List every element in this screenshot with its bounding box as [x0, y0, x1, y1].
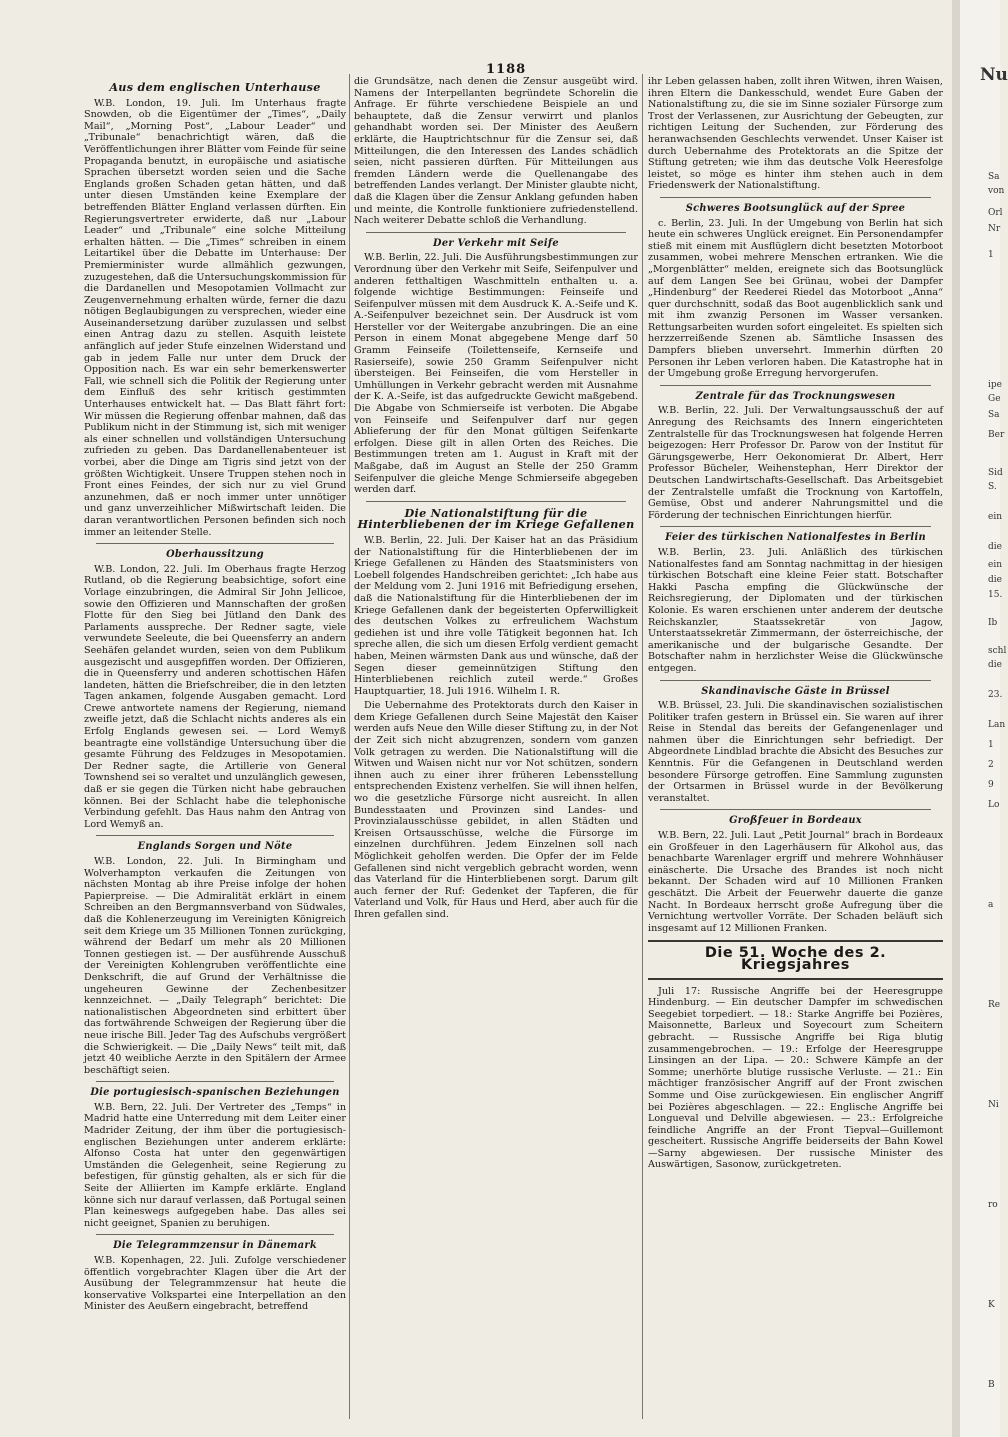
divider — [96, 835, 334, 836]
divider — [96, 1081, 334, 1082]
divider — [660, 197, 931, 198]
article-heading-seife: Der Verkehr mit Seife — [433, 237, 559, 249]
adjacent-page-fragment: Sid — [988, 468, 1003, 478]
article-body-portugal-spanien: W.B. Bern, 22. Juli. Der Vertreter des „Temps“ in Madrid hatte eine Unterredung mit dem Leiter einer Madrider Zeitung, der ihm über die portugiesisch-englischen Beziehungen unter anderem erklärte: Alfonso Costa hat unter den gegenwärtigen Umständen die Gelegenheit, seine Regierung zu befestigen, für günstig gehalten, als er sich für die Seite der Alliierten im Kampfe erklärte. England könne sich nur darauf verlassen, daß Portugal seinen Plan keineswegs aufgegeben habe. Das alles sei nicht geeignet, Spanien zu beruhigen. — [84, 1101, 346, 1229]
adjacent-page-fragment: 1 — [988, 250, 994, 260]
divider — [96, 1234, 334, 1235]
adjacent-page-fragment: ipe — [988, 380, 1002, 390]
article-body-nationalstiftung-cont: ihr Leben gelassen haben, zollt ihren Witwen, ihren Waisen, ihren Eltern die Dankesschuld, wendet Eure Gaben der Nationalstiftung zu, die sie im Sinne sozialer Fürsorge zum Trost der Verlassenen, zur Ausrichtung der Gebeugten, zur richtigen Leitung der Suchenden, zur Förderung des heranwachsenden Geschlechts verwendet. Unser Kaiser ist durch Uebernahme des Protektorats an die Spitze der Stiftung getreten; wie ihm das deutsche Volk Heeresfolge leistet, so möge es hinter ihm stehen auch in dem Friedenswerk der Nationalstiftung. — [648, 76, 943, 192]
adjacent-page-fragment: 9 — [988, 780, 994, 790]
article-body-zensur-cont: die Grundsätze, nach denen die Zensur ausgeübt wird. Namens der Interpellanten begründete Schorelin die Anfrage. Er führte verschiedene Beispiele an und behauptete, daß die Zensur verwirrt und planlos gehandhabt worden sei. Der Minister des Aeußern erklärte, die Hauptrichtschnur für die Zensur sei, daß Mitteilungen, die den Interessen des Landes schädlich seien, nicht passieren dürften. Für Mitteilungen aus fremden Ländern werde die Quellenangabe des betreffenden Landes verlangt. Der Minister glaubte nicht, daß die Klagen über die Zensur Anklang gefunden haben und meinte, die Kontrolle funktioniere zufriedenstellend. Nach weiterer Debatte schloß die Verhandlung. — [354, 76, 638, 227]
heavy-divider — [648, 940, 943, 942]
divider — [660, 680, 931, 681]
article-heading-nationalstiftung: Die Nationalstiftung für die Hinterbliebenen der im Kriege Gefallenen — [357, 505, 635, 532]
article-heading-trocknungswesen: Zentrale für das Trocknungswesen — [695, 390, 896, 402]
article-heading-bootsunglueck: Schweres Bootsunglück auf der Spree — [685, 202, 906, 214]
adjacent-page-fragment: Ib — [988, 618, 998, 628]
column-1 — [84, 76, 346, 1421]
adjacent-page-title: Nu — [980, 65, 1008, 85]
adjacent-page-fragment: Lo — [988, 800, 1000, 810]
adjacent-page-fragment: Ni — [988, 1100, 999, 1110]
binding-gutter — [952, 0, 960, 1437]
adjacent-page-fragment: schl — [988, 646, 1007, 656]
article-body-kriegswoche: Juli 17: Russische Angriffe bei der Heeresgruppe Hindenburg. — Ein deutscher Dampfer im schwedischen Seegebiet torpediert. — 18.: Starke Angriffe bei Pozières, Maisonnette, Barleux und Soyecourt zum Scheitern gebracht. — Russische Angriffe bei Riga blutig zusammengebrochen. — 19.: Erfolge der Heeresgruppe Linsingen an der Lipa. — 20.: Schwere Kämpfe an der Somme; unerhörte blutige russische Verluste. — 21.: Ein mächtiger französischer Angriff auf der Front zwischen Somme und Oise zurückgewiesen. Ein englischer Angriff bei Pozières abgeschlagen. — 22.: Englische Angriffe bei Longueval und Delville abgewiesen. — 23.: Erfolgreiche feindliche Angriffe an der Front Tiepval—Guillemont gescheitert. Russische Angriffe beiderseits der Bahn Kowel—Sarny abgewiesen. Der russische Minister des Auswärtigen, Sasonow, zurückgetreten. — [648, 985, 943, 1171]
divider — [660, 385, 931, 386]
adjacent-page-fragment: Nr — [988, 224, 1001, 234]
adjacent-page-fragment: die — [988, 660, 1002, 670]
adjacent-page-fragment: Sa — [988, 410, 1000, 420]
article-body-nationalstiftung-2: Die Uebernahme des Protektorats durch den Kaiser in dem Kriege Gefallenen durch Seine Majestät den Kaiser werden aufs Neue den Wille dieser Stiftung zu, in der Not der Zeit sich nicht abzugrenzen, sondern vom ganzen Volk getragen zu werden. Die Nationalstiftung will die Witwen und Waisen nicht nur vor Not schützen, sondern ihnen auch zu einer ihrer früheren Lebensstellung entsprechenden Existenz verhelfen. Sie will ihnen helfen, wo die gesetzliche Fürsorge nicht ausreicht. In allen Bundesstaaten und Provinzen sind Landes- und Provinzialausschüsse gebildet, in allen Städten und Kreisen Ortsausschüsse, welche die Fürsorge im einzelnen durchführen. Jedem Einzelnen soll nach Möglichkeit geholfen werden. Die Opfer der im Felde Gefallenen sind nicht vergeblich gebracht worden, wenn das Vaterland für die Hinterbliebenen sorgt. Darum gilt auch ferner der Ruf: Gedenket der Tapferen, die für Vaterland und Volk, für Haus und Herd, aber auch für die Ihren gefallen sind. — [354, 700, 638, 920]
page-number: 1188 — [486, 62, 527, 77]
heavy-divider — [648, 978, 943, 980]
adjacent-page-fragment: B — [988, 1380, 995, 1390]
adjacent-page-fragment: 2 — [988, 760, 994, 770]
column-3 — [648, 76, 943, 1421]
adjacent-page-edge — [960, 0, 1008, 1437]
adjacent-page-fragment: a — [988, 900, 994, 910]
article-heading-oberhaus: Oberhaussitzung — [166, 549, 264, 561]
article-heading-tuerkisches-fest: Feier des türkischen Nationalfestes in Berlin — [665, 532, 926, 544]
adjacent-page-fragment: von — [988, 186, 1005, 196]
adjacent-page-fragment: Orl — [988, 208, 1003, 218]
adjacent-page-fragment: ro — [988, 1200, 998, 1210]
article-body-trocknungswesen: W.B. Berlin, 22. Juli. Der Verwaltungsausschuß der auf Anregung des Reichsamts des Innern eingerichteten Zentralstelle für das Trocknungswesen hat folgende Herren beigezogen: Herr Professor Dr. Parow von der Institut für Gärungsgewerbe, Herr Oekonomierat Dr. Albert, Herr Professor Bücheler, Weihenstephan, Herr Direktor der Deutschen Landwirtschafts-Gesellschaft. Das Arbeitsgebiet der Zentralstelle umfaßt die Trocknung von Kartoffeln, Gemüse, Obst und anderer Nahrungsmittel und die Förderung der technischen Einrichtungen hierfür. — [648, 405, 943, 521]
adjacent-page-fragment: K — [988, 1300, 995, 1310]
adjacent-page-fragment: die — [988, 542, 1002, 552]
divider — [366, 501, 626, 502]
article-body-bootsunglueck: c. Berlin, 23. Juli. In der Umgebung von Berlin hat sich heute ein schweres Unglück ereignet. Ein Personendampfer stieß mit einem mit Ausflüglern dicht besetzten Motorboot zusammen, wobei mehrere Menschen ertranken. Wie die „Morgenblätter“ melden, ereignete sich das Bootsunglück auf dem Langen See bei Grünau, wobei der Dampfer „Hindenburg“ der Reederei Riedel das Motorboot „Anna“ quer durchschnitt, sodaß das Boot augenblicklich sank und mit ihm zwanzig Personen im Wasser versanken. Rettungsarbeiten wurden sofort eingeleitet. Es spielten sich herzzerreißende Szenen ab. Sämtliche Insassen des Dampfers blieben unversehrt. Immerhin dürften 20 Personen ihr Leben verloren haben. Die Katastrophe hat in der Umgebung große Erregung hervorgerufen. — [648, 217, 943, 380]
adjacent-page-fragment: Re — [988, 1000, 1001, 1010]
divider — [96, 543, 334, 544]
column-rule-2 — [642, 74, 643, 1419]
adjacent-page-fragment: 23. — [988, 690, 1003, 700]
divider — [660, 809, 931, 810]
article-body-unterhaus: W.B. London, 19. Juli. Im Unterhaus fragte Snowden, ob die Eigentümer der „Times“, „Daily Mail“, „Morning Post“, „Labour Leader“ und „Tribunale“ benachrichtigt wären, daß die Veröffentlichungen ihrer Blätter vom Feinde für seine Propaganda benutzt, in europäische und asiatische Sprachen übersetzt worden seien und die Sache Englands großen Schaden getan hätten, und daß unter diesen Umständen keine Exemplare der betreffenden Blätter England verlassen dürften. Ein Regierungsvertreter erwiderte, daß nur „Labour Leader“ und „Tribunale“ eine solche Mitteilung erhalten hätten. — Die „Times“ schreiben in einem Leitartikel über die Debatte im Unterhause: Der Premierminister wurde allmählich gezwungen, zuzugestehen, daß die Untersuchungskommission für die Dardanellen und Mesopotamien Vollmacht zur Zeugenvernehmung erhalten würde, ferner die dazu nötigen Beglaubigungen zu versprechen, wieder eine Auseinandersetzung darüber zuzulassen und selbst einen Antrag dazu zu stellen. Asquith leistete anfänglich auf jeder Stufe einzelnen Widerstand und gab in jedem Falle nur unter dem Druck der Opposition nach. Es war ein sehr bemerkenswerter Fall, wie schnell sich die Politik der Regierung unter dem Einfluß des sehr kritisch gestimmten Unterhauses entwickelt hat. — Das Blatt fährt fort: Wir müssen die Regierung offenbar mahnen, daß das Publikum nicht in der Stimmung ist, sich mit weniger als einer schnellen und vollständigen Untersuchung zufrieden zu geben. Das Dardanellenabenteuer ist vorbei, aber die Dinge am Tigris sind jetzt von der größten Wichtigkeit. Unsere Truppen stehen noch in Front eines Feindes, der sich nur zu viel Grund anzunehmen, daß er noch immer unter unnötiger und ganz unverzeihlicher Mißwirtschaft leiden. Die daran verantwortlichen Personen befinden sich noch immer an leitender Stelle. — [84, 97, 346, 538]
article-heading-grossfeuer: Großfeuer in Bordeaux — [729, 815, 862, 827]
adjacent-page-fragment: 15. — [988, 590, 1003, 600]
adjacent-page-fragment: Lan — [988, 720, 1006, 730]
article-heading-englands-sorgen: Englands Sorgen und Nöte — [137, 841, 293, 853]
article-body-telegrammzensur: W.B. Kopenhagen, 22. Juli. Zufolge verschiedener öffentlich vorgebrachter Klagen über die Art der Ausübung der Telegrammzensur hat heute die konservative Volkspartei eine Interpellation an den Minister des Aeußern eingebracht, betreffend — [84, 1255, 346, 1313]
divider — [660, 526, 931, 527]
adjacent-page-fragment: Sa — [988, 172, 1000, 182]
article-body-oberhaus: W.B. London, 22. Juli. Im Oberhaus fragte Herzog Rutland, ob die Regierung beabsichtige, sofort eine Vorlage einzubringen, die Admiral Sir John Jellicoe, sowie den Offizieren und Mannschaften der großen Flotte für den Sieg bei Jütland den Dank des Parlaments ausspreche. Der Redner sagte, viele verwundete Seeleute, die bei Queensferry an andern Seehäfen gelandet wurden, seien von dem Publikum ausgezischt und ausgepfiffen worden. Der Offizieren, die in Queensferry und anderen schottischen Häfen landeten, hätten die Briefschreiber, die in den letzten Tagen ankamen, folgende Ausgaben gemacht. Lord Crewe antwortete namens der Regierung, niemand zweifle jetzt, daß die Schlacht nichts anderes als ein Erfolg Englands gewesen sei. — Lord Wemyß beantragte eine vollständige Untersuchung über die gesamte Führung des Feldzuges in Mesopotamien. Der Redner sagte, die Artillerie von General Townshend sei so veraltet und unzulänglich gewesen, daß er sie gegen die Türken nicht habe gebrauchen können. Bei der Schlacht habe die telephonische Verbindung gefehlt. Das Haus nahm den Antrag von Lord Wemyß an. — [84, 563, 346, 830]
article-heading-telegrammzensur: Die Telegrammzensur in Dänemark — [113, 1240, 317, 1252]
adjacent-page-fragment: die — [988, 575, 1002, 585]
column-2 — [354, 76, 638, 1421]
adjacent-page-fragment: Ge — [988, 394, 1001, 404]
article-heading-skandinavische-gaeste: Skandinavische Gäste in Brüssel — [701, 685, 890, 697]
adjacent-page-fragment: 1 — [988, 740, 994, 750]
adjacent-page-fragment: S. — [988, 482, 997, 492]
article-body-nationalstiftung: W.B. Berlin, 22. Juli. Der Kaiser hat an das Präsidium der Nationalstiftung für die Hinterbliebenen der im Kriege Gefallenen zu Händen des Staatsministers von Loebell folgendes Handschreiben gerichtet: „Ich habe aus der Meldung vom 2. Juni 1916 mit Befriedigung ersehen, daß die Nationalstiftung für die Hinterbliebenen der im Kriege Gefallenen dank der begeisterten Opferwilligkeit des deutschen Volkes zu erfreulichem Wachstum gediehen ist und ihre volle Tätigkeit begonnen hat. Ich spreche allen, die sich um diesen Erfolg verdient gemacht haben, Meinen wärmsten Dank aus und wünsche, daß der Segen dieser gemeinnützigen Stiftung den Hinterbliebenen reichlich zuteil werde.“ Großes Hauptquartier, 18. Juli 1916. Wilhelm I. R. — [354, 534, 638, 697]
column-rule-1 — [349, 74, 350, 1419]
article-body-skandinavische-gaeste: W.B. Brüssel, 23. Juli. Die skandinavischen sozialistischen Politiker trafen gestern in Brüssel ein. Sie waren auf ihrer Reise in Stendal das bereits der Gefangenenlager und nahmen über die Einrichtungen sehr befriedigt. Der Abgeordnete Lindblad brachte die Absicht des Besuches zur Kenntnis. Für die Gefangenen in Deutschland werden besondere Fürsorge getroffen. Eine Sammlung zugunsten der Ortsarmen in Brüssel wurde in der Bevölkerung veranstaltet. — [648, 700, 943, 804]
article-body-seife: W.B. Berlin, 22. Juli. Die Ausführungsbestimmungen zur Verordnung über den Verkehr mit Seife, Seifenpulver und anderen fetthaltigen Waschmitteln enthalten u. a. folgende wichtige Bestimmungen: Feinseife und Seifenpulver müssen mit dem Ausdruck K. A.-Seife und K. A.-Seifenpulver bezeichnet sein. Der Ausdruck ist vom Hersteller vor der Weitergabe anzubringen. Die an eine Person in einem Monat abgegebene Menge darf 50 Gramm Feinseife (Toilettenseife, Kernseife und Rasierseife), sowie 250 Gramm Seifenpulver nicht übersteigen. Bei Feinseifen, die vom Hersteller in Umhüllungen in Verkehr gebracht werden mit Ausnahme der K. A.-Seife, ist das aufgedruckte Gewicht maßgebend. Die Abgabe von Schmierseife ist verboten. Die Abgabe von Feinseife und Seifenpulver darf nur gegen Ablieferung der für den Monat gültigen Seifenkarte erfolgen. Diese gilt in allen Orten des Reiches. Die Bestimmungen treten am 1. August in Kraft mit der Maßgabe, daß im August an Stelle der 250 Gramm Seifenpulver die gleiche Menge Schmierseife abgegeben werden darf. — [354, 252, 638, 496]
adjacent-page-fragment: Ber — [988, 430, 1005, 440]
article-body-tuerkisches-fest: W.B. Berlin, 23. Juli. Anläßlich des türkischen Nationalfestes fand am Sonntag nachmittag in der hiesigen türkischen Botschaft eine kleine Feier statt. Botschafter Hakki Pascha empfing die Glückwünsche der Reichsregierung, der Diplomaten und der türkischen Kolonie. Es waren erschienen unter anderem der deutsche Reichskanzler, Staatssekretär von Jagow, Unterstaatssekretär Zimmermann, der österreichische, der amerikanische und der bulgarische Gesandte. Der Botschafter nahm in herzlichster Weise die Glückwünsche entgegen. — [648, 546, 943, 674]
article-body-grossfeuer: W.B. Bern, 22. Juli. Laut „Petit Journal“ brach in Bordeaux ein Großfeuer in den Lagerhäusern für Alkohol aus, das benachbarte Warenlager ergriff und mehrere Wohnhäuser einäscherte. Die Ursache des Brandes ist noch nicht bekannt. Der Schaden wird auf 10 Millionen Franken geschätzt. Die Arbeit der Feuerwehr dauerte die ganze Nacht. In Bordeaux herrscht große Aufregung über die Vernichtung wertvoller Vorräte. Der Schaden beläuft sich insgesamt auf 12 Millionen Franken. — [648, 830, 943, 934]
adjacent-page-fragment: ein — [988, 512, 1003, 522]
article-heading-kriegswoche: Die 51. Woche des 2. Kriegsjahres — [704, 945, 887, 973]
article-heading-portugal-spanien: Die portugiesisch-spanischen Beziehungen — [90, 1087, 340, 1099]
article-body-englands-sorgen: W.B. London, 22. Juli. In Birmingham und Wolverhampton verkaufen die Zeitungen von nächsten Montag ab ihre Preise infolge der hohen Papierpreise. — Die Admiralität erklärt in einem Schreiben an den Bergmannsverband von Südwales, daß die Kohlenerzeugung im Vereinigten Königreich seit dem Kriege um 35 Millionen Tonnen zurückging, während der Bedarf um mehr als 20 Millionen Tonnen gestiegen ist. — Der ausführende Ausschuß der Vereinigten Kohlengruben veröffentlichte eine Denkschrift, die auf Grund der Verhältnisse die ungeheuren Gewinne der Zechenbesitzer kennzeichnet. — „Daily Telegraph“ berichtet: Die nationalistischen Abgeordneten sind erbittert über das fortwährende Schweigen der Regierung über die neue irische Bill. Jeder Tag des Aufschubs vergrößert die Schwierigkeit. — Die „Daily News“ teilt mit, daß jetzt 40 weibliche Aerzte in den Spitälern der Armee beschäftigt seien. — [84, 856, 346, 1076]
adjacent-page-fragment: ein — [988, 560, 1003, 570]
divider — [366, 232, 626, 233]
article-heading-unterhaus: Aus dem englischen Unterhause — [109, 80, 321, 94]
